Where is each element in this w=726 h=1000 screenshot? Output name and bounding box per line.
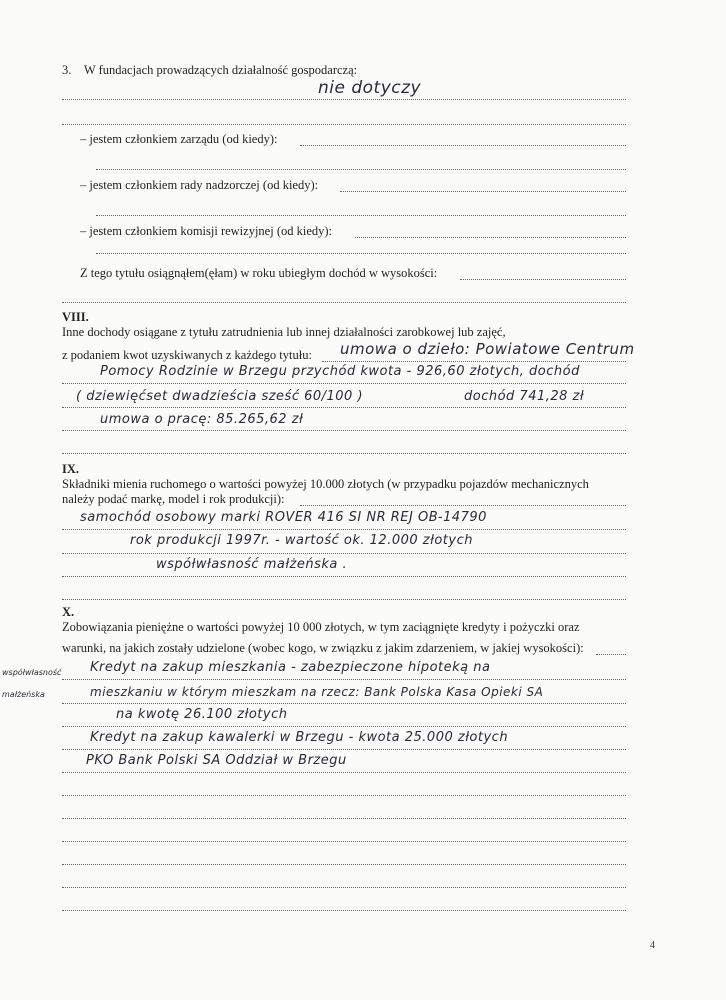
section8-line1: Inne dochody osiągane z tytułu zatrudnienia lub innej działalności zarobkowej lub zajęć, xyxy=(62,325,506,339)
section9-line2: należy podać markę, model i rok produkcji): xyxy=(62,492,285,506)
dotted-line xyxy=(300,144,626,146)
dotted-line xyxy=(596,653,626,655)
section8-line2: z podaniem kwot uzyskiwanych z każdego tytułu: xyxy=(62,348,312,362)
dotted-line xyxy=(62,678,626,680)
dotted-line xyxy=(62,725,626,727)
handwritten-line: ( dziewięćset dwadzieścia sześć 60/100 ) xyxy=(76,389,364,404)
section10-numeral: X. xyxy=(62,605,75,619)
handwritten-line: PKO Bank Polski SA Oddział w Brzegu xyxy=(86,753,347,768)
dotted-line xyxy=(62,528,626,530)
handwritten-line: mieszkaniu w którym mieszkam na rzecz: Bank Polska Kasa Opieki SA xyxy=(90,685,544,699)
dotted-line xyxy=(62,863,626,865)
dotted-line xyxy=(96,252,626,254)
dotted-line xyxy=(62,840,626,842)
dotted-line xyxy=(62,794,626,796)
dotted-line xyxy=(62,598,626,600)
section10-line2: warunki, na jakich zostały udzielone (wobec kogo, w związku z jakim zdarzeniem, w jakiej wysokości): xyxy=(62,641,584,655)
section9-line1: Składniki mienia ruchomego o wartości powyżej 10.000 złotych (w przypadku pojazdów mechanicznych xyxy=(62,477,589,491)
dotted-line xyxy=(96,214,626,216)
dotted-line xyxy=(62,301,626,303)
section10-line1: Zobowiązania pieniężne o wartości powyżej 10 000 złotych, w tym zaciągnięte kredyty i pożyczki oraz xyxy=(62,620,580,634)
margin-note: małżeńska xyxy=(2,690,45,699)
dotted-line xyxy=(300,504,626,506)
dotted-line xyxy=(460,278,626,280)
dotted-line xyxy=(62,702,626,704)
dotted-line xyxy=(340,190,626,192)
dotted-line xyxy=(62,406,626,408)
dotted-line xyxy=(62,429,626,431)
handwritten-line: samochód osobowy marki ROVER 416 SI NR REJ OB-14790 xyxy=(80,510,487,525)
dotted-line xyxy=(62,771,626,773)
dotted-line xyxy=(62,123,626,125)
margin-note: współwłasność xyxy=(2,668,62,677)
dotted-line xyxy=(62,748,626,750)
handwritten-line: rok produkcji 1997r. - wartość ok. 12.000 złotych xyxy=(130,533,473,548)
section8-numeral: VIII. xyxy=(62,310,89,324)
dotted-line xyxy=(96,168,626,170)
dotted-line xyxy=(62,575,626,577)
page-number: 4 xyxy=(650,940,655,951)
dotted-line xyxy=(62,886,626,888)
handwritten-line: Pomocy Rodzinie w Brzegu przychód kwota - 926,60 złotych, dochód xyxy=(100,364,580,379)
dotted-line xyxy=(62,98,626,100)
handwritten-line: umowa o dzieło: Powiatowe Centrum xyxy=(340,340,635,358)
handwritten-answer: nie dotyczy xyxy=(318,78,422,98)
handwritten-line: na kwotę 26.100 złotych xyxy=(116,707,288,722)
handwritten-line: Kredyt na zakup kawalerki w Brzegu - kwota 25.000 złotych xyxy=(90,730,509,745)
supervisory-board-label: – jestem członkiem rady nadzorczej (od kiedy): xyxy=(80,178,319,192)
section3-income-label: Z tego tytułu osiągnąłem(ęłam) w roku ubiegłym dochód w wysokości: xyxy=(80,266,438,280)
dotted-line xyxy=(322,360,626,362)
board-member-label: – jestem członkiem zarządu (od kiedy): xyxy=(80,132,278,146)
dotted-line xyxy=(62,909,626,911)
dotted-line xyxy=(62,552,626,554)
dotted-line xyxy=(355,236,626,238)
dotted-line xyxy=(62,382,626,384)
dotted-line xyxy=(62,452,626,454)
handwritten-line: współwłasność małżeńska . xyxy=(156,557,348,572)
section9-numeral: IX. xyxy=(62,462,80,476)
handwritten-line: dochód 741,28 zł xyxy=(464,389,585,404)
dotted-line xyxy=(62,817,626,819)
handwritten-line: Kredyt na zakup mieszkania - zabezpieczone hipoteką na xyxy=(90,660,491,675)
section3-heading: 3. W fundacjach prowadzących działalność gospodarczą: xyxy=(62,63,358,77)
audit-committee-label: – jestem członkiem komisji rewizyjnej (od kiedy): xyxy=(80,224,333,238)
handwritten-line: umowa o pracę: 85.265,62 zł xyxy=(100,412,304,427)
